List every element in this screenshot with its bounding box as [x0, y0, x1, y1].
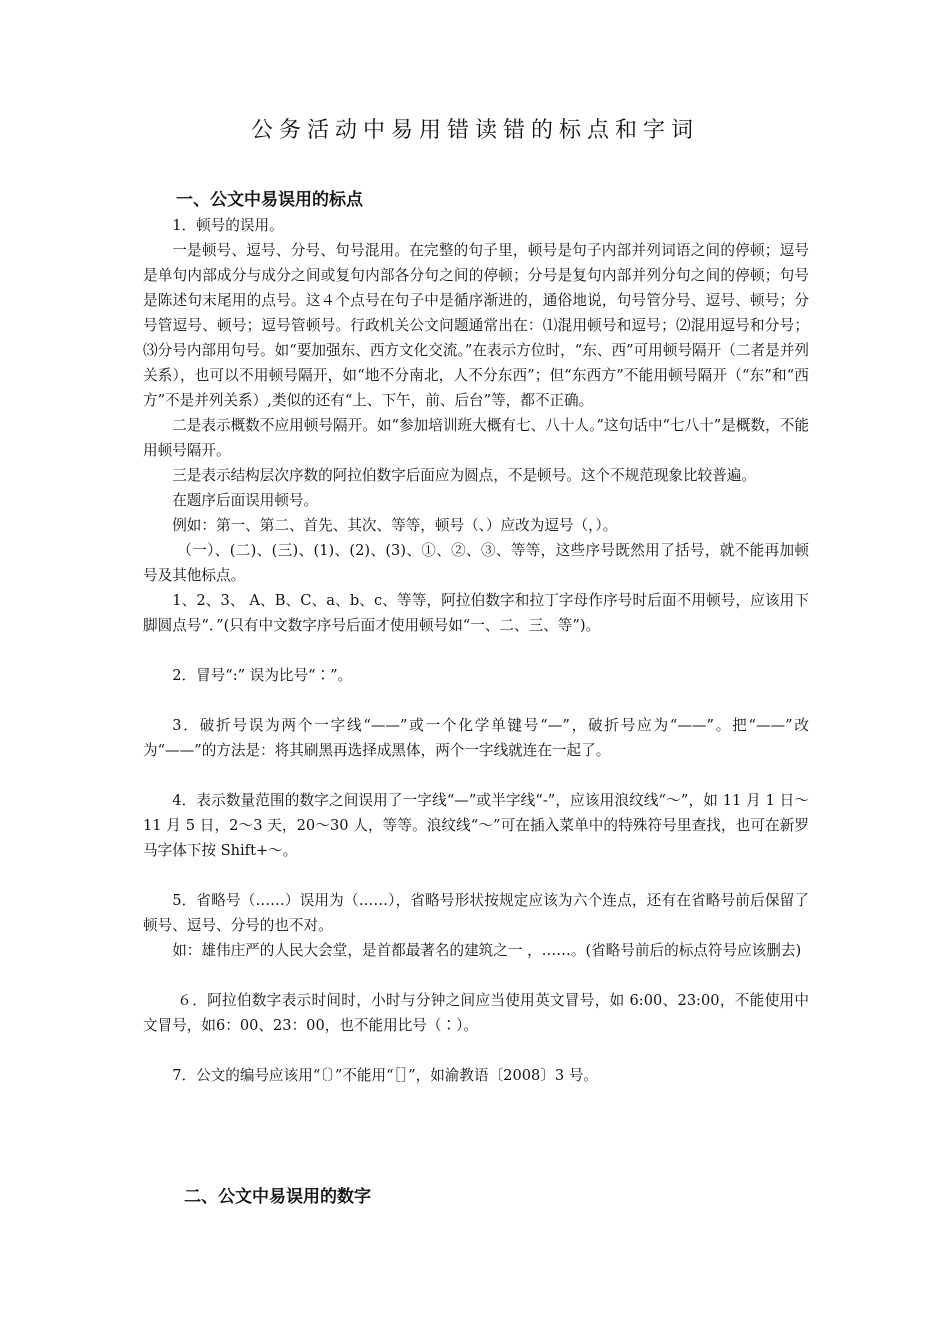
paragraph-item-5-ellipsis: 5．省略号（……）误用为（……），省略号形状按规定应该为六个连点，还有在省略号前后保留了顿号、逗号、分号的也不对。: [143, 892, 809, 934]
paragraph-title-order: 在题序后面误用顿号。: [172, 492, 319, 509]
paragraph-approx-numbers: 二是表示概数不应用顿号隔开。如“参加培训班大概有七、八十人。”这句话中“七八十”是概数，不能用顿号隔开。: [143, 417, 810, 459]
paragraph-numeric-order: 1、2、3、 A、B、C、a、b、c、等等，阿拉伯数字和拉丁字母作序号时后面不用顿号，应该用下脚圆点号“．”(只有中文数字序号后面才使用顿号如“一、二、三、等”)。: [143, 592, 809, 634]
paragraph-example-order: 例如：第一、第二、首先、其次、等等，顿号（、）应改为逗号（，）。: [172, 517, 618, 534]
paragraph-item-1: 1．顿号的误用。: [172, 217, 284, 234]
document-title: 公务活动中易用错读错的标点和字词: [250, 118, 699, 143]
paragraph-item-6-time: ６．阿拉伯数字表示时间时，小时与分钟之间应当使用英文冒号，如 6:00、23:00，不能使用中文冒号，如6：00、23：00，也不能用比号（∶）。: [143, 992, 809, 1034]
paragraph-item-4-range: 4．表示数量范围的数字之间误用了一字线“—”或半字线“-”，应该用浪纹线“～”，如 11 月 1 日～11 月 5 日，2～3 天，20～30 人，等等。浪纹线“～”可在插入菜单中的特殊符号里查找，也可在新罗马字体下按 Shift+～。: [143, 792, 809, 859]
paragraph-item-7-document-number: 7．公文的编号应该用“〔〕”不能用“［］”，如渝教语〔2008〕3 号。: [172, 1067, 599, 1084]
paragraph-item-2-colon: 2．冒号“:” 误为比号“∶”。: [172, 667, 353, 684]
section-heading-punctuation: 一、公文中易误用的标点: [176, 190, 363, 210]
paragraph-ellipsis-example: 如：雄伟庄严的人民大会堂，是首都最著名的建筑之一 ，……。(省略号前后的标点符号应该删去): [172, 942, 802, 959]
paragraph-mixed-marks: 一是顿号、逗号、分号、句号混用。在完整的句子里，顿号是句子内部并列词语之间的停顿；逗号是单句内部成分与成分之间或复句内部各分句之间的停顿；分号是复句内部并列分句之间的停顿；句号是陈述句末尾用的点号。这４个点号在句子中是循序渐进的，通俗地说，句号管分号、逗号、顿号；分号管逗号、顿号；逗号管顿号。行政机关公文问题通常出在：⑴混用顿号和逗号；⑵混用逗号和分号；⑶分号内部用句号。如“要加强东、西方文化交流。”在表示方位时，“东、西”可用顿号隔开（二者是并列关系），也可以不用顿号隔开，如“地不分南北，人不分东西”；但“东西方”不能用顿号隔开（“东”和“西方”不是并列关系）,类似的还有“上、下午，前、后台”等，都不正确。: [143, 242, 809, 409]
paragraph-hierarchy-dot: 三是表示结构层次序数的阿拉伯数字后面应为圆点，不是顿号。这个不规范现象比较普遍。: [172, 467, 756, 484]
paragraph-item-3-dash: 3．破折号误为两个一字线“——”或一个化学单键号“—”，破折号应为“——”。把“——”改为“——”的方法是：将其刷黑再选择成黑体，两个一字线就连在一起了。: [143, 717, 809, 759]
section-heading-numbers: 二、公文中易误用的数字: [184, 1187, 371, 1207]
paragraph-bracket-order: （一）、(二)、(三)、(1)、(2)、(3)、①、②、③、等等，这些序号既然用了括号，就不能再加顿号及其他标点。: [143, 542, 809, 584]
section-body-punctuation: [143, 213, 809, 1088]
